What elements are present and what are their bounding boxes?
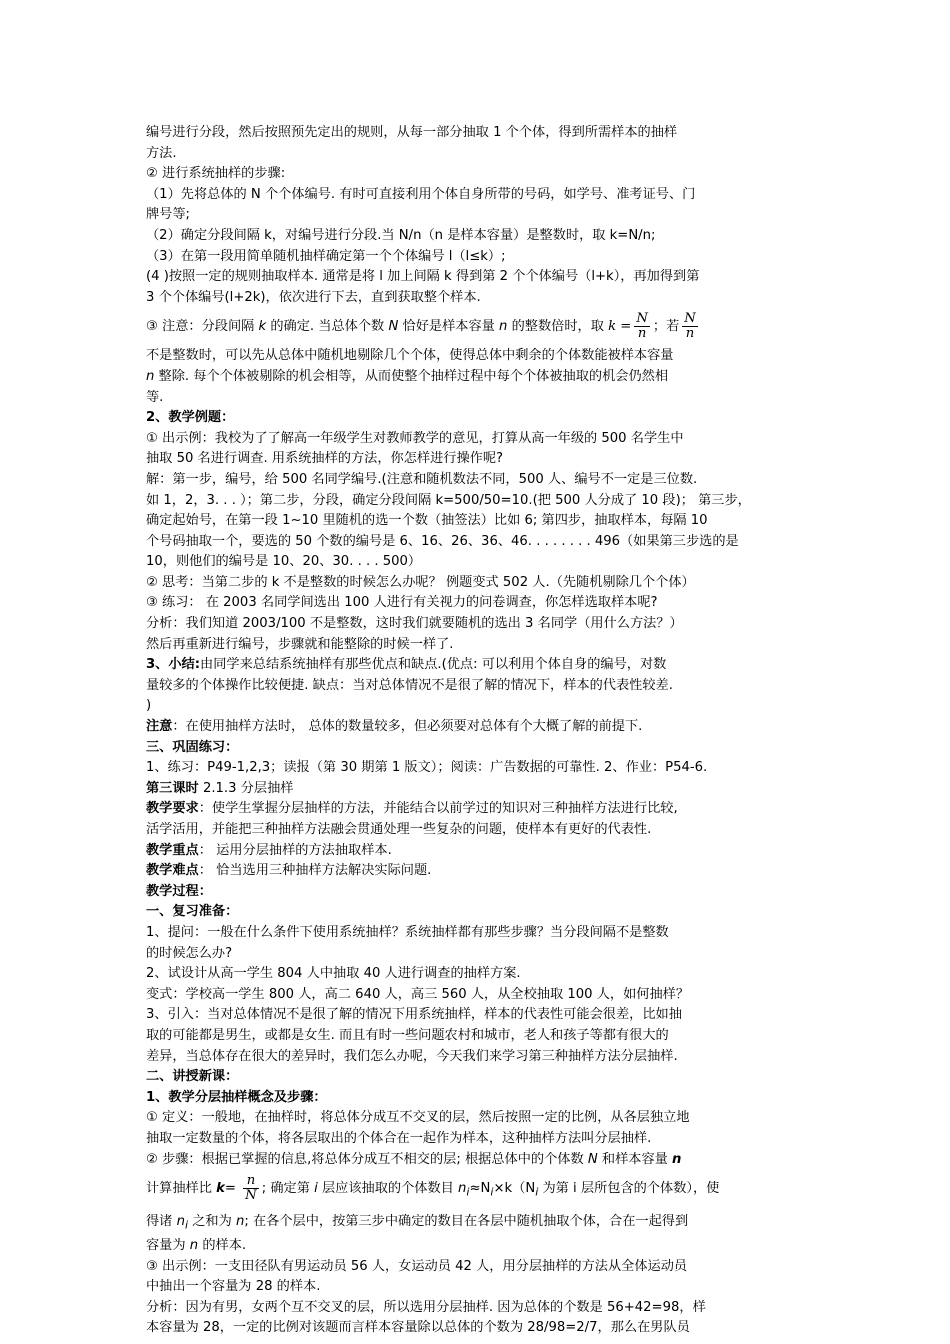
text-line: 中抽出一个容量为 28 的样本. [146,1279,321,1295]
text-line: n 整除. 每个个体被剔除的机会相等，从而使整个抽样过程中每个个体被抽取的机会仍然相 [146,368,669,384]
text-line: 量较多的个体操作比较便捷. 缺点：当对总体情况不是很了解的情况下，样本的代表性较差. [146,677,673,693]
text-line: （3）在第一段用简单随机抽样确定第一个个体编号 l（l≤k）; [146,248,506,264]
text-line: 教学要求：使学生掌握分层抽样的方法，并能结合以前学过的知识对三种抽样方法进行比较, [146,801,678,817]
text-line: ③ 练习： 在 2003 名同学间选出 100 人进行有关视力的问卷调查，你怎样选取样本呢? [146,595,658,611]
text-line: 教学重点： 运用分层抽样的方法抽取样本. [146,842,392,858]
text-line: 抽取 50 名进行调查. 用系统抽样的方法，你怎样进行操作呢? [146,451,504,467]
section-heading: 一、复习准备： [146,904,239,920]
text-line: ② 进行系统抽样的步骤: [146,166,286,182]
text-line: 如 1，2，3. . . ）；第二步，分段，确定分段间隔 k=500/50=10.(把 500 人分成了 10 段)； 第三步， [146,492,751,508]
document-page [146,123,816,1339]
text-line: （1）先将总体的 N 个个体编号. 有时可直接利用个体自身所带的号码，如学号、准考证号、门 [146,186,696,202]
text-line: 活学活用，并能把三种抽样方法融会贯通处理一些复杂的问题，使样本有更好的代表性. [146,822,652,837]
section-heading: 1、教学分层抽样概念及步骤： [146,1089,327,1105]
text-line: ② 思考：当第二步的 k 不是整数的时候怎么办呢？ 例题变式 502 人.（先随机剔除几个个体） [146,574,695,590]
text-line: 教学难点： 恰当选用三种抽样方法解决实际问题. [146,863,432,879]
text-line: 分析：我们知道 2003/100 不是整数，这时我们就要随机的选出 3 名同学（用什么方法？） [146,616,683,632]
text-line: 方法. [146,145,177,161]
text-line: 分析：因为有男，女两个互不交叉的层，所以选用分层抽样. 因为总体的个数是 56+42=98，样 [146,1299,706,1315]
text-line: (4 )按照一定的规则抽取样本. 通常是将 l 加上间隔 k 得到第 2 个个体编号（l+k），再加得到第 [146,269,700,285]
text-line: ③ 出示例：一支田径队有男运动员 56 人，女运动员 42 人，用分层抽样的方法从全体运动员 [146,1258,688,1274]
text-line: 差异，当总体存在很大的差异时，我们怎么办呢，今天我们来学习第三种抽样方法分层抽样. [146,1048,678,1064]
text-line: （2）确定分段间隔 k，对编号进行分段.当 N/n（n 是样本容量）是整数时，取 k=N/n; [146,227,656,243]
text-line: 抽取一定数量的个体，将各层取出的个体合在一起作为样本，这种抽样方法叫分层抽样. [146,1130,652,1146]
text-line: 变式：学校高一学生 800 人，高二 640 人，高三 560 人，从全校抽取 100 人，如何抽样？ [146,986,690,1002]
fraction-N-over-n: $\frac{N}{n}$ [684,310,696,341]
text-line: 取的可能都是男生，或都是女生. 而且有时一些问题农村和城市，老人和孩子等都有很大的 [146,1027,669,1043]
text-line: 牌号等; [146,207,191,223]
text-line: ② 步骤：根据已掌握的信息,将总体分成互不相交的层; 根据总体中的个体数 N 和样本容量 n [146,1151,682,1167]
text-line: 3 个个体编号(l+2k)，依次进行下去，直到获取整个样本. [146,289,481,305]
text-line: 等. [146,389,164,405]
text-line: 1、练习：P49-1,2,3；读报（第 30 期第 1 版文）；阅读：广告数据的可靠性. 2、作业：P54-6. [146,760,708,776]
text-line: 然后再重新进行编号，步骤就和能整除的时候一样了. [146,636,454,652]
text-line-with-fraction: ③ 注意：分段间隔 k 的确定. 当总体个数 N 恰好是样本容量 n 的整数倍时，取 k = $\frac{N}{n}$ ；若 $\frac{N}{n}$ [146,310,696,341]
text-line: 个号码抽取一个，要选的 50 个数的编号是 6、16、26、36、46. . . . . . . . 496（如果第三步选的是 [146,533,739,549]
lesson-title: 第三课时 2.1.3 分层抽样 [146,780,294,796]
section-heading: 2、教学例题： [146,410,235,426]
fraction-N-over-n: $\frac{N}{n}$ [636,310,648,341]
text-line-with-fraction: 计算抽样比 k= $\frac{n}{N}$ ; 确定第 i 层应该抽取的个体数目 $n_i\approx N_i\times k(N_i$ 为第 i 层所包含的个体数），使 [146,1172,720,1203]
text-line: 确定起始号，在第一段 1~10 里随机的选一个数（抽签法）比如 6; 第四步，抽取样本，每隔 10 [146,513,708,529]
section-heading: 二、讲授新课： [146,1069,239,1085]
section-heading: 三、巩固练习： [146,739,239,755]
text-line: 容量为 n 的样本. [146,1237,247,1253]
text-line: 编号进行分段，然后按照预先定出的规则，从每一部分抽取 1 个个体，得到所需样本的抽样 [146,125,678,140]
text-line: ① 出示例：我校为了了解高一年级学生对教师教学的意见，打算从高一年级的 500 名学生中 [146,430,684,446]
text-line: 的时候怎么办? [146,945,233,961]
text-line: 本容量为 28，一定的比例对该题而言样本容量除以总体的个数为 28/98=2/7，那么在男队员 [146,1320,690,1336]
text-line: 3、小结:由同学来总结系统抽样有那些优点和缺点.(优点: 可以利用个体自身的编号，对数 [146,657,667,673]
section-heading: 教学过程： [146,883,212,899]
text-line: 2、试设计从高一学生 804 人中抽取 40 人进行调查的抽样方案. [146,966,521,982]
text-line: ) [146,698,152,714]
text-line: 10，则他们的编号是 10、20、30. . . . 500） [146,554,422,570]
text-line: 1、提问：一般在什么条件下使用系统抽样？系统抽样都有那些步骤？当分段间隔不是整数 [146,924,669,940]
text-line: 解：第一步，编号，给 500 名同学编号.(注意和随机数法不同，500 人、编号不一定是三位数. [146,471,698,487]
note-line: 注意：在使用抽样方法时， 总体的数量较多，但必须要对总体有个大概了解的前提下. [146,719,643,735]
fraction-n-over-N: $\frac{n}{N}$ [245,1172,257,1203]
text-line: 得诸 $n_i$ 之和为 n; 在各个层中，按第三步中确定的数目在各层中随机抽取个体，合在一起得到 [146,1213,689,1232]
text-line: 3、引入：当对总体情况不是很了解的情况下用系统抽样，样本的代表性可能会很差，比如抽 [146,1007,682,1023]
text-line: ① 定义：一般地，在抽样时，将总体分成互不交叉的层，然后按照一定的比例，从各层独立地 [146,1110,690,1126]
text-line: 不是整数时，可以先从总体中随机地剔除几个个体，使得总体中剩余的个体数能被样本容量 [146,348,674,364]
